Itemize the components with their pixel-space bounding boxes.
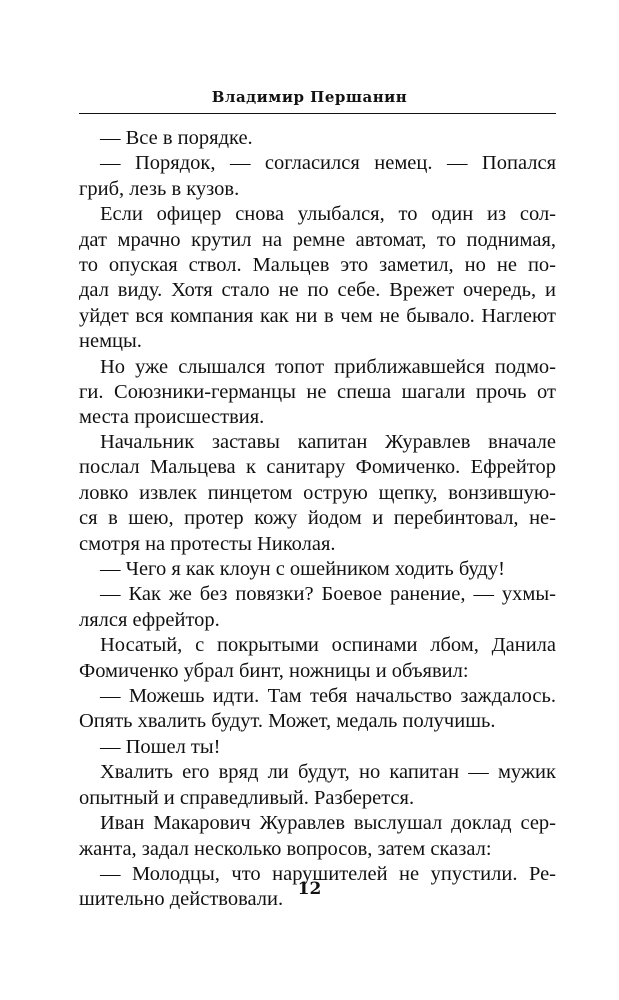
text-line: дат мрачно крутил на ремне автомат, то поднимая, [79,228,556,251]
text-line: ги. Союзники-германцы не спеша шагали прочь от [79,381,556,404]
text-line: Хвалить его вряд ли будут, но капитан — мужик [100,761,556,784]
paragraph [79,760,556,811]
text-line: Если офицер снова улыбался, то один из сол- [100,203,556,226]
text-line: Носатый, с покрытыми оспинами лбом, Данила [100,634,556,657]
paragraph [79,811,556,862]
paragraph [79,735,556,760]
paragraph [79,582,556,633]
paragraph [79,557,556,582]
text-line: Начальник заставы капитан Журавлев вначале [100,431,556,453]
text-line: — Все в порядке. [100,127,253,149]
text-line: ся в шею, протер кожу йодом и перебинтовал, не- [79,507,556,530]
text-line: Фомиченко убрал бинт, ножницы и объявил: [79,659,469,682]
text-line: то опуская ствол. Мальцев это заметил, но не по- [79,254,556,277]
paragraph [79,430,556,557]
text-line: шительно действовали. [79,888,284,911]
text-line: уйдет вся компания как ни в чем не бывало. Наглеют [79,304,556,327]
text-line: — Можешь идти. Там тебя начальство заждалось. [100,685,556,708]
header-rule [79,113,556,114]
text-line: смотря на протесты Николая. [79,532,336,555]
page-number: 12 [297,879,322,899]
paragraph [79,202,556,354]
text-line: Опять хвалить будут. Может, медаль получишь. [79,710,496,733]
paragraph [79,151,556,202]
text-line: — Как же без повязки? Боевое ранение, — ухмы- [100,583,556,606]
paragraph [79,684,556,735]
text-line: ловко извлек пинцетом острую щепку, вонзившую- [79,481,556,504]
text-line: — Порядок, — согласился немец. — Попался [100,152,556,175]
text-line: гриб, лезь в кузов. [79,177,240,200]
paragraph [79,633,556,684]
text-block-two [79,430,556,913]
text-line: дал виду. Хотя стало не по себе. Врежет очередь, и [79,279,556,302]
text-line: послал Мальцева к санитару Фомиченко. Ефрейтор [79,456,556,479]
text-line: — Чего я как клоун с ошейником ходить буду! [100,558,505,581]
text-line: — Молодцы, что нарушителей не упустили. Ре- [100,862,556,885]
text-line: жанта, задал несколько вопросов, затем сказал: [79,837,492,860]
text-block-one [79,126,556,431]
text-line: Иван Макарович Журавлев выслушал доклад сер- [100,812,556,835]
text-line: — Пошел ты! [100,735,221,758]
running-head: Владимир Першанин [211,88,408,106]
text-line: лялся ефрейтор. [79,608,220,631]
text-line: Но уже слышался топот приближавшейся подмо- [100,355,556,378]
text-line: опытный и справедливый. Разберется. [79,786,415,809]
text-line: места происшествия. [79,406,265,429]
paragraph [79,126,556,151]
paragraph [79,355,556,431]
text-line: немцы. [79,330,142,353]
